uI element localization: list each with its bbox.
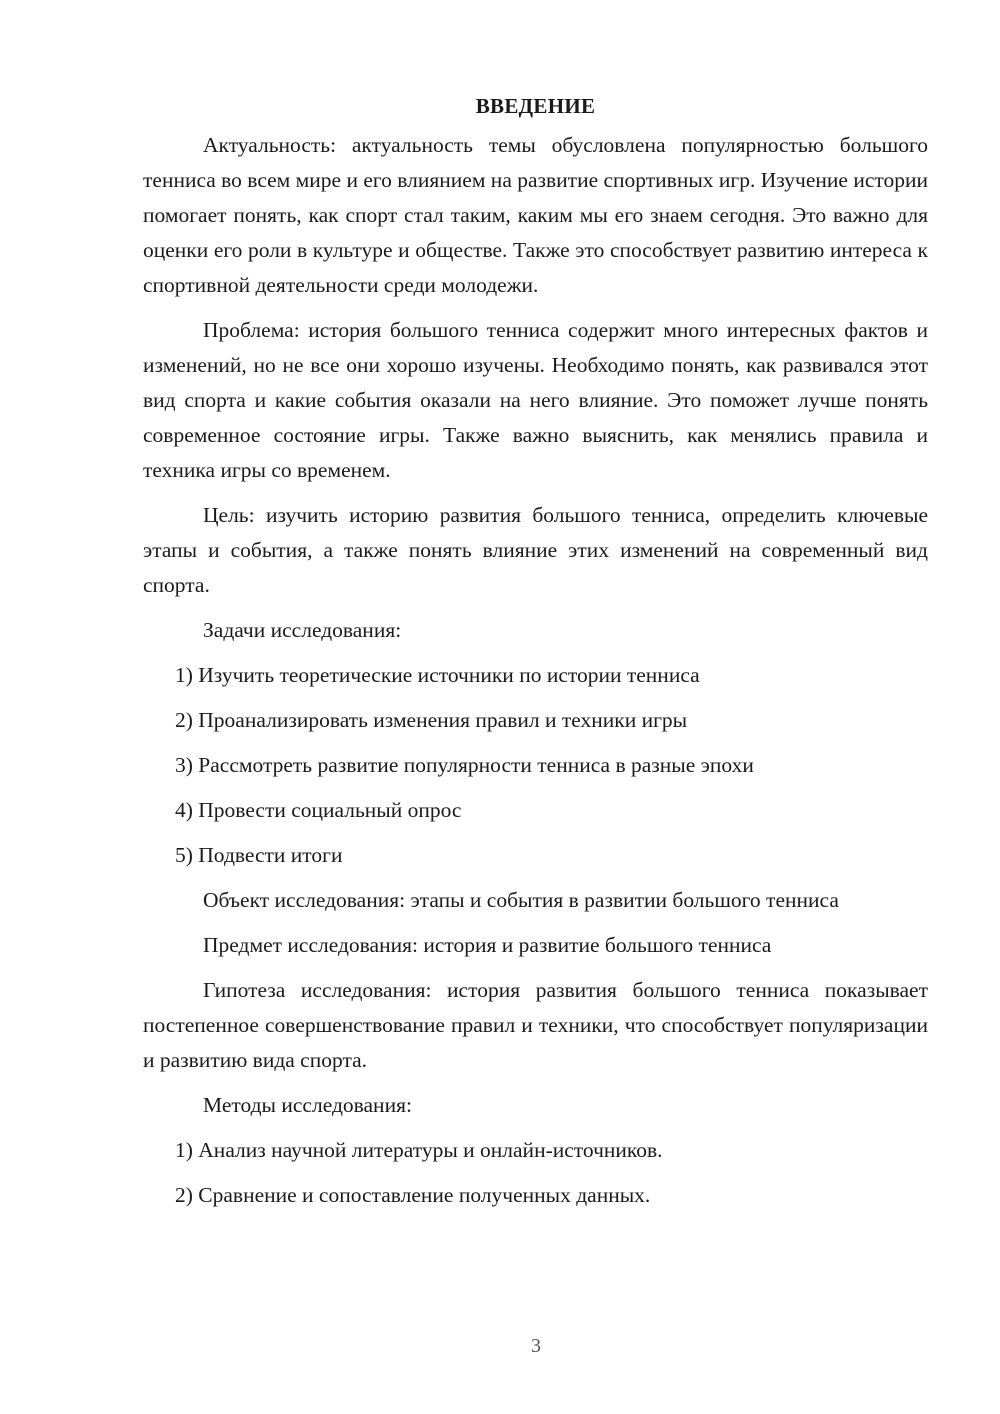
task-item: 1) Изучить теоретические источники по истории тенниса bbox=[175, 663, 700, 687]
goal-paragraph: Цель: изучить историю развития большого тенниса, определить ключевые этапы и события, а также понять влияние этих изменений на современный вид спорта. bbox=[143, 503, 928, 597]
task-item: 2) Проанализировать изменения правил и техники игры bbox=[175, 708, 688, 732]
page-number: 3 bbox=[531, 1335, 541, 1357]
document-page bbox=[143, 92, 928, 1223]
hypothesis-paragraph: Гипотеза исследования: история развития большого тенниса показывает постепенное совершенствование правил и техники, что способствует популяризации и развитию вида спорта. bbox=[143, 978, 928, 1072]
subject-paragraph: Предмет исследования: история и развитие большого тенниса bbox=[203, 933, 772, 957]
task-item: 3) Рассмотреть развитие популярности тенниса в разные эпохи bbox=[175, 753, 754, 777]
method-item: 1) Анализ научной литературы и онлайн-источников. bbox=[175, 1138, 663, 1162]
relevance-paragraph: Актуальность: актуальность темы обусловлена популярностью большого тенниса во всем мире и его влиянием на развитие спортивных игр. Изучение истории помогает понять, как спорт стал таким, каким мы его знаем сегодня. Это важно для оценки его роли в культуре и обществе. Также это способствует развитию интереса к спортивной деятельности среди молодежи. bbox=[143, 133, 928, 297]
task-item: 5) Подвести итоги bbox=[175, 843, 343, 867]
problem-paragraph: Проблема: история большого тенниса содержит много интересных фактов и изменений, но не все они хорошо изучены. Необходимо понять, как развивался этот вид спорта и какие события оказали на него влияние. Это поможет лучше понять современное состояние игры. Также важно выяснить, как менялись правила и техника игры со временем. bbox=[143, 318, 928, 482]
object-paragraph: Объект исследования: этапы и события в развитии большого тенниса bbox=[203, 888, 839, 912]
section-heading: ВВЕДЕНИЕ bbox=[475, 94, 596, 118]
task-item: 4) Провести социальный опрос bbox=[175, 798, 462, 822]
tasks-label: Задачи исследования: bbox=[203, 618, 402, 642]
methods-label: Методы исследования: bbox=[203, 1093, 412, 1117]
method-item: 2) Сравнение и сопоставление полученных данных. bbox=[175, 1183, 651, 1207]
